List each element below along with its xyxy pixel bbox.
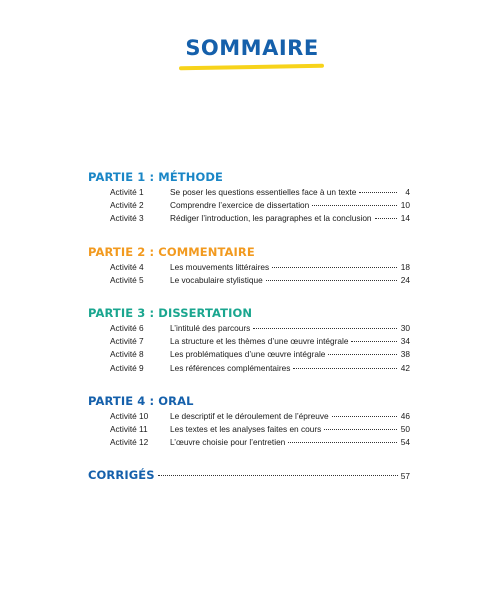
dot-leader xyxy=(272,266,397,268)
page-number: 30 xyxy=(400,322,410,333)
toc-entry xyxy=(88,186,410,199)
toc-entry xyxy=(88,199,410,212)
activity-number: Activité 2 xyxy=(110,200,144,211)
section-title: PARTIE 4 : ORAL xyxy=(88,393,194,408)
activity-number: Activité 11 xyxy=(110,423,148,434)
dot-leader xyxy=(328,353,397,355)
toc-section-4 xyxy=(88,392,410,450)
toc-section-1 xyxy=(88,168,410,226)
toc-entry xyxy=(88,362,410,375)
dot-leader xyxy=(332,415,397,417)
table-of-contents xyxy=(88,168,410,484)
page-number: 4 xyxy=(405,187,410,197)
activity-number: Activité 9 xyxy=(110,362,144,373)
dot-leader xyxy=(253,327,397,329)
page-number: 46 xyxy=(400,410,410,421)
corriges-title: CORRIGÉS xyxy=(88,468,155,483)
page-number: 34 xyxy=(400,336,410,347)
dot-leader xyxy=(293,367,397,369)
dot-leader xyxy=(158,474,398,476)
dot-leader xyxy=(288,441,397,443)
page-number: 42 xyxy=(400,362,410,373)
corriges-entry xyxy=(88,466,410,484)
page-title-text: SOMMAIRE xyxy=(185,36,319,60)
activity-number: Activité 10 xyxy=(110,410,149,421)
activity-title: Les problématiques d’une œuvre intégrale xyxy=(170,349,326,360)
activity-title: Le descriptif et le déroulement de l’épreuve xyxy=(170,410,329,421)
toc-entry xyxy=(88,423,410,436)
title-block xyxy=(0,36,504,60)
dot-leader xyxy=(266,279,397,281)
activity-title: Le vocabulaire stylistique xyxy=(170,274,263,285)
activity-title: Comprendre l’exercice de dissertation xyxy=(170,200,310,211)
activity-number: Activité 6 xyxy=(110,322,144,333)
activity-title: Rédiger l’introduction, les paragraphes et la conclusion xyxy=(170,213,372,224)
activity-number: Activité 1 xyxy=(110,187,144,197)
activity-title: L’intitulé des parcours xyxy=(170,322,251,333)
section-title: PARTIE 3 : DISSERTATION xyxy=(88,305,253,320)
activity-number: Activité 8 xyxy=(110,349,144,360)
toc-entry xyxy=(88,410,410,423)
page-number: 14 xyxy=(400,213,410,224)
toc-entry xyxy=(88,348,410,361)
page-number: 50 xyxy=(400,423,410,434)
toc-entry xyxy=(88,261,410,274)
dot-leader xyxy=(351,340,397,342)
toc-entry xyxy=(88,322,410,335)
activity-number: Activité 7 xyxy=(110,336,144,347)
title-underline xyxy=(179,64,324,71)
page-title xyxy=(181,36,322,60)
activity-title: Les mouvements littéraires xyxy=(170,261,270,272)
toc-section-2 xyxy=(88,243,410,287)
section-title: PARTIE 1 : MÉTHODE xyxy=(88,170,223,184)
page-number: 18 xyxy=(400,261,410,272)
activity-title: La structure et les thèmes d’une œuvre intégrale xyxy=(170,336,349,347)
toc-entry xyxy=(88,335,410,348)
dot-leader xyxy=(375,217,397,219)
page-number: 24 xyxy=(400,274,410,285)
activity-title: Les textes et les analyses faites en cours xyxy=(170,423,322,434)
page-number: 10 xyxy=(400,200,410,211)
dot-leader xyxy=(312,204,397,206)
activity-title: L’œuvre choisie pour l’entretien xyxy=(170,437,286,448)
page-number: 54 xyxy=(400,437,410,448)
page-number: 57 xyxy=(400,471,410,482)
dot-leader xyxy=(324,428,397,430)
toc-entry xyxy=(88,274,410,287)
activity-number: Activité 12 xyxy=(110,437,149,448)
activity-number: Activité 4 xyxy=(110,261,144,272)
section-title: PARTIE 2 : COMMENTAIRE xyxy=(88,244,255,259)
toc-entry xyxy=(88,212,410,225)
toc-entry xyxy=(88,436,410,449)
activity-title: Les références complémentaires xyxy=(170,362,291,373)
activity-title: Se poser les questions essentielles face à un texte xyxy=(170,187,357,197)
dot-leader xyxy=(359,191,397,193)
page-number: 38 xyxy=(400,349,410,360)
toc-section-3 xyxy=(88,304,410,375)
activity-number: Activité 5 xyxy=(110,274,144,285)
activity-number: Activité 3 xyxy=(110,213,144,224)
